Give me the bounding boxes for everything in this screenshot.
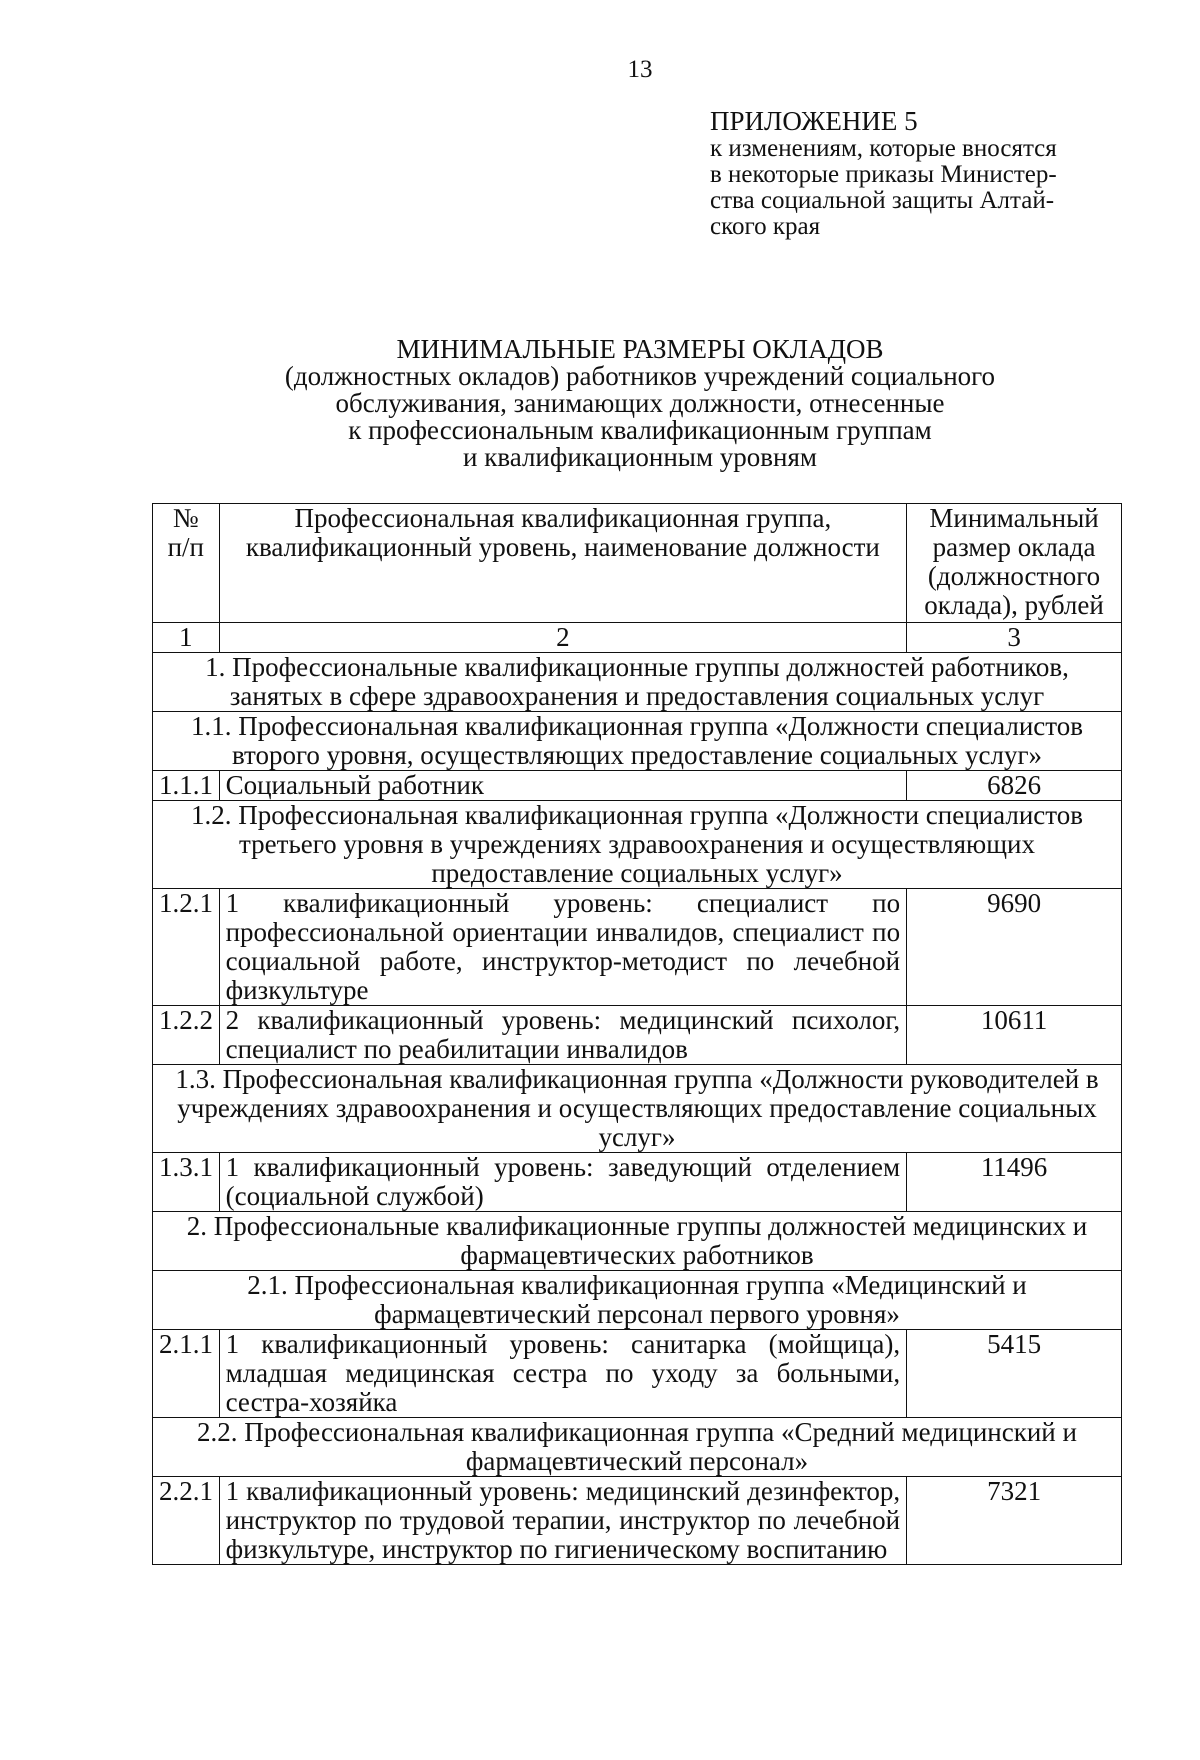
row-salary: 6826 (907, 771, 1122, 801)
table-row (153, 1006, 1122, 1065)
group-row (153, 1271, 1122, 1330)
row-name: 1 квалификационный уровень: заведующий отделением (социальной службой) (219, 1153, 907, 1212)
document-title-line: МИНИМАЛЬНЫЕ РАЗМЕРЫ ОКЛАДОВ (396, 334, 884, 364)
appendix-line: ского края (710, 213, 821, 240)
document-title-line: к профессиональным квалификационным группам (348, 415, 932, 445)
row-salary: 9690 (907, 889, 1122, 1006)
row-num: 2.2.1 (153, 1477, 220, 1565)
document-title (200, 336, 1080, 471)
column-number-row (153, 623, 1122, 653)
appendix-line: в некоторые приказы Министер- (710, 161, 1057, 188)
row-name: 1 квалификационный уровень: специалист по профессиональной ориентации инвалидов, специалист по социальной работе, инструктор-методист по лечебной физкультуре (219, 889, 907, 1006)
group-heading: 2.1. Профессиональная квалификационная группа «Медицинский и фармацевтический персонал первого уровня» (153, 1271, 1122, 1330)
group-heading: 1. Профессиональные квалификационные группы должностей работников, занятых в сфере здравоохранения и предоставления социальных услуг (153, 653, 1122, 712)
header-salary: Минимальный размер оклада (должностного оклада), рублей (907, 504, 1122, 623)
group-row (153, 1212, 1122, 1271)
table-row (153, 1477, 1122, 1565)
row-num: 1.1.1 (153, 771, 220, 801)
document-title-line: и квалификационным уровням (463, 442, 817, 472)
group-heading: 2. Профессиональные квалификационные группы должностей медицинских и фармацевтических работников (153, 1212, 1122, 1271)
appendix-title: ПРИЛОЖЕНИЕ 5 (710, 106, 918, 136)
group-heading: 1.1. Профессиональная квалификационная группа «Должности специалистов второго уровня, осуществляющих предоставление социальных услуг» (153, 712, 1122, 771)
row-num: 1.2.1 (153, 889, 220, 1006)
group-row (153, 712, 1122, 771)
appendix-line: ства социальной защиты Алтай- (710, 187, 1055, 214)
row-name: 1 квалификационный уровень: санитарка (мойщица), младшая медицинская сестра по уходу за больными, сестра-хозяйка (219, 1330, 907, 1418)
row-num: 1.2.2 (153, 1006, 220, 1065)
group-heading: 1.2. Профессиональная квалификационная группа «Должности специалистов третьего уровня в учреждениях здравоохранения и осуществляющих предоставление социальных услуг» (153, 801, 1122, 889)
table-row (153, 889, 1122, 1006)
group-row (153, 801, 1122, 889)
salary-table (152, 503, 1122, 1565)
header-num: № п/п (153, 504, 220, 623)
row-name: 2 квалификационный уровень: медицинский психолог, специалист по реабилитации инвалидов (219, 1006, 907, 1065)
appendix-block (710, 108, 1130, 240)
document-title-line: (должностных окладов) работников учреждений социального (284, 361, 996, 391)
row-num: 2.1.1 (153, 1330, 220, 1418)
row-name: 1 квалификационный уровень: медицинский дезинфектор, инструктор по трудовой терапии, инструктор по лечебной физкультуре, инструктор по гигиеническому воспитанию (219, 1477, 907, 1565)
table-row (153, 1153, 1122, 1212)
page-number: 13 (627, 56, 653, 83)
table-row (153, 1330, 1122, 1418)
group-row (153, 1065, 1122, 1153)
row-num: 1.3.1 (153, 1153, 220, 1212)
row-salary: 5415 (907, 1330, 1122, 1418)
row-salary: 10611 (907, 1006, 1122, 1065)
header-name: Профессиональная квалификационная группа, квалификационный уровень, наименование должности (219, 504, 907, 623)
document-title-line: обслуживания, занимающих должности, отнесенные (335, 388, 945, 418)
row-salary: 7321 (907, 1477, 1122, 1565)
row-salary: 11496 (907, 1153, 1122, 1212)
appendix-line: к изменениям, которые вносятся (710, 135, 1057, 162)
group-heading: 2.2. Профессиональная квалификационная группа «Средний медицинский и фармацевтический персонал» (153, 1418, 1122, 1477)
column-number: 3 (907, 623, 1122, 653)
row-name: Социальный работник (219, 771, 907, 801)
group-row (153, 653, 1122, 712)
group-heading: 1.3. Профессиональная квалификационная группа «Должности руководителей в учреждениях здравоохранения и осуществляющих предоставление социальных услуг» (153, 1065, 1122, 1153)
column-number: 2 (219, 623, 907, 653)
group-row (153, 1418, 1122, 1477)
table-header-row (153, 504, 1122, 623)
table-row (153, 771, 1122, 801)
column-number: 1 (153, 623, 220, 653)
